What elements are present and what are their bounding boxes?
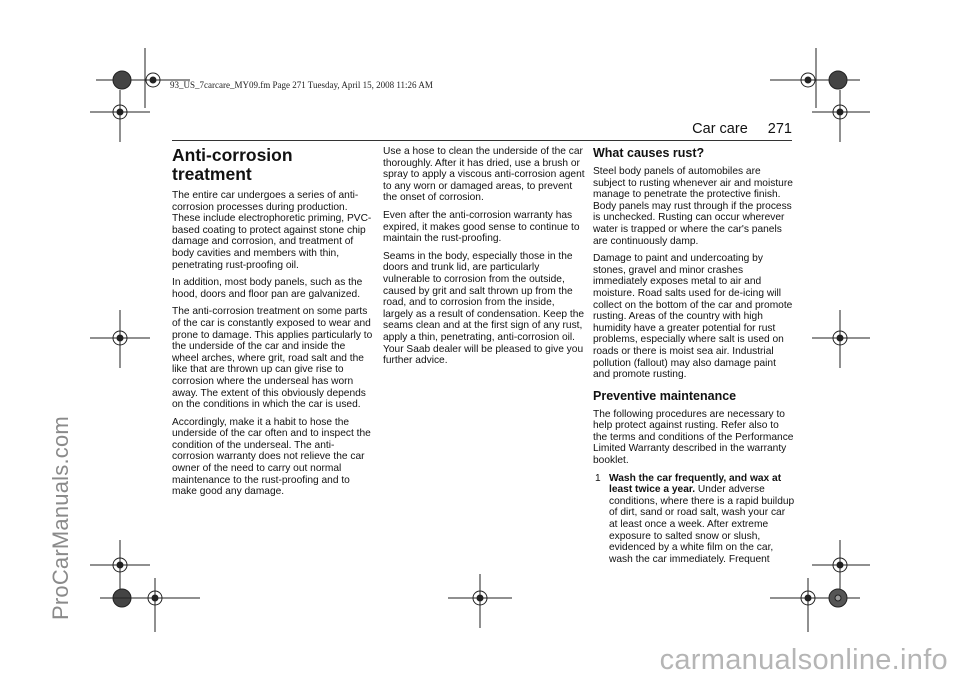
page-number: 271	[767, 121, 792, 137]
bottom-watermark: carmanualsonline.info	[659, 644, 948, 676]
paragraph: Seams in the body, especially those in the doors and trunk lid, are particularly vulnerable to corrosion from the outside, caused by grit and salt thrown up from the road, and to corrosion from the inside, largely as a result of condensation. Keep the seams clean and at the first sign of any rust, apply a thin, penetrating, anti-corrosion oil. Your Saab dealer will be pleased to give you further advice.	[383, 250, 585, 367]
paragraph: Accordingly, make it a habit to hose the underside of the car often and to inspect the condition of the underseal. The anti-corrosion warranty does not relieve the car owner of the need to carry out normal maintenance to the rust-proofing and to make good any damage.	[172, 416, 371, 498]
list-item	[593, 473, 795, 566]
file-header: 93_US_7carcare_MY09.fm Page 271 Tuesday, April 15, 2008 11:26 AM	[170, 80, 433, 90]
section-name: Car care	[692, 121, 748, 137]
paragraph: The following procedures are necessary to help protect against rusting. Refer also to the terms and conditions of the Performance Limited Warranty described in the warranty booklet.	[593, 408, 794, 467]
column-3	[593, 146, 795, 571]
side-watermark: ProCarManuals.com	[48, 416, 73, 620]
paragraph: The anti-corrosion treatment on some parts of the car is constantly exposed to wear and prone to damage. This applies particularly to the underside of the car and inside the wheel arches, where grit, road salt and the like that are thrown up can give rise to corrosion where the underseal has worn away. The extent of this obviously depends on the conditions in which the car is used.	[172, 306, 373, 411]
column-2	[383, 146, 585, 373]
subheading-rust: What causes rust?	[593, 146, 705, 160]
list-item-text: Under adverse conditions, where there is a rapid buildup of dirt, sand or road salt, wash your car at least once a week. After extreme exposure to salted snow or slush, evidenced by a white film on the car, wash the car immediately. Frequent	[609, 484, 795, 565]
paragraph: In addition, most body panels, such as the hood, doors and floor pan are galvanized.	[172, 277, 363, 300]
paragraph: The entire car undergoes a series of anti-corrosion processes during production. These include electrophoretic priming, PVC-based coating to protect against stone chip damage and corrosion, and treatment of body cavities and members with thin, penetrating rust-proofing oil.	[172, 190, 372, 271]
paragraph: Use a hose to clean the underside of the car thoroughly. After it has dried, use a brush or spray to apply a viscous anti-corrosion agent to any worn or damaged areas, to prevent the onset of corrosion.	[383, 146, 585, 204]
list-number: 1	[595, 472, 601, 484]
paragraph: Damage to paint and undercoating by stones, gravel and minor crashes immediately exposes metal to air and moisture. Road salts used for de-icing will collect on the bottom of the car and promote rusting. Areas of the country with high humidity have a greater potential for rust problems, especially where salt is used on roads or there is moist sea air. Industrial pollution (fallout) may also damage paint and promote rusting.	[593, 253, 793, 381]
paragraph: Even after the anti-corrosion warranty has expired, it makes good sense to continue to maintain the rust-proofing.	[383, 209, 580, 245]
section-title: Anti-corrosion treatment	[172, 145, 293, 184]
paragraph: Steel body panels of automobiles are subject to rusting whenever air and moisture manage to penetrate the protective finish. Body panels may rust through if the process is unchecked. Rusting can occur wherever water is trapped or where the car's panels are continuously damp.	[593, 166, 793, 247]
running-head	[692, 121, 792, 137]
subheading-preventive: Preventive maintenance	[593, 388, 737, 403]
header-rule	[172, 140, 792, 141]
list-item-lead: Wash the car frequently, and wax at least twice a year.	[609, 472, 782, 496]
column-1	[172, 146, 374, 504]
